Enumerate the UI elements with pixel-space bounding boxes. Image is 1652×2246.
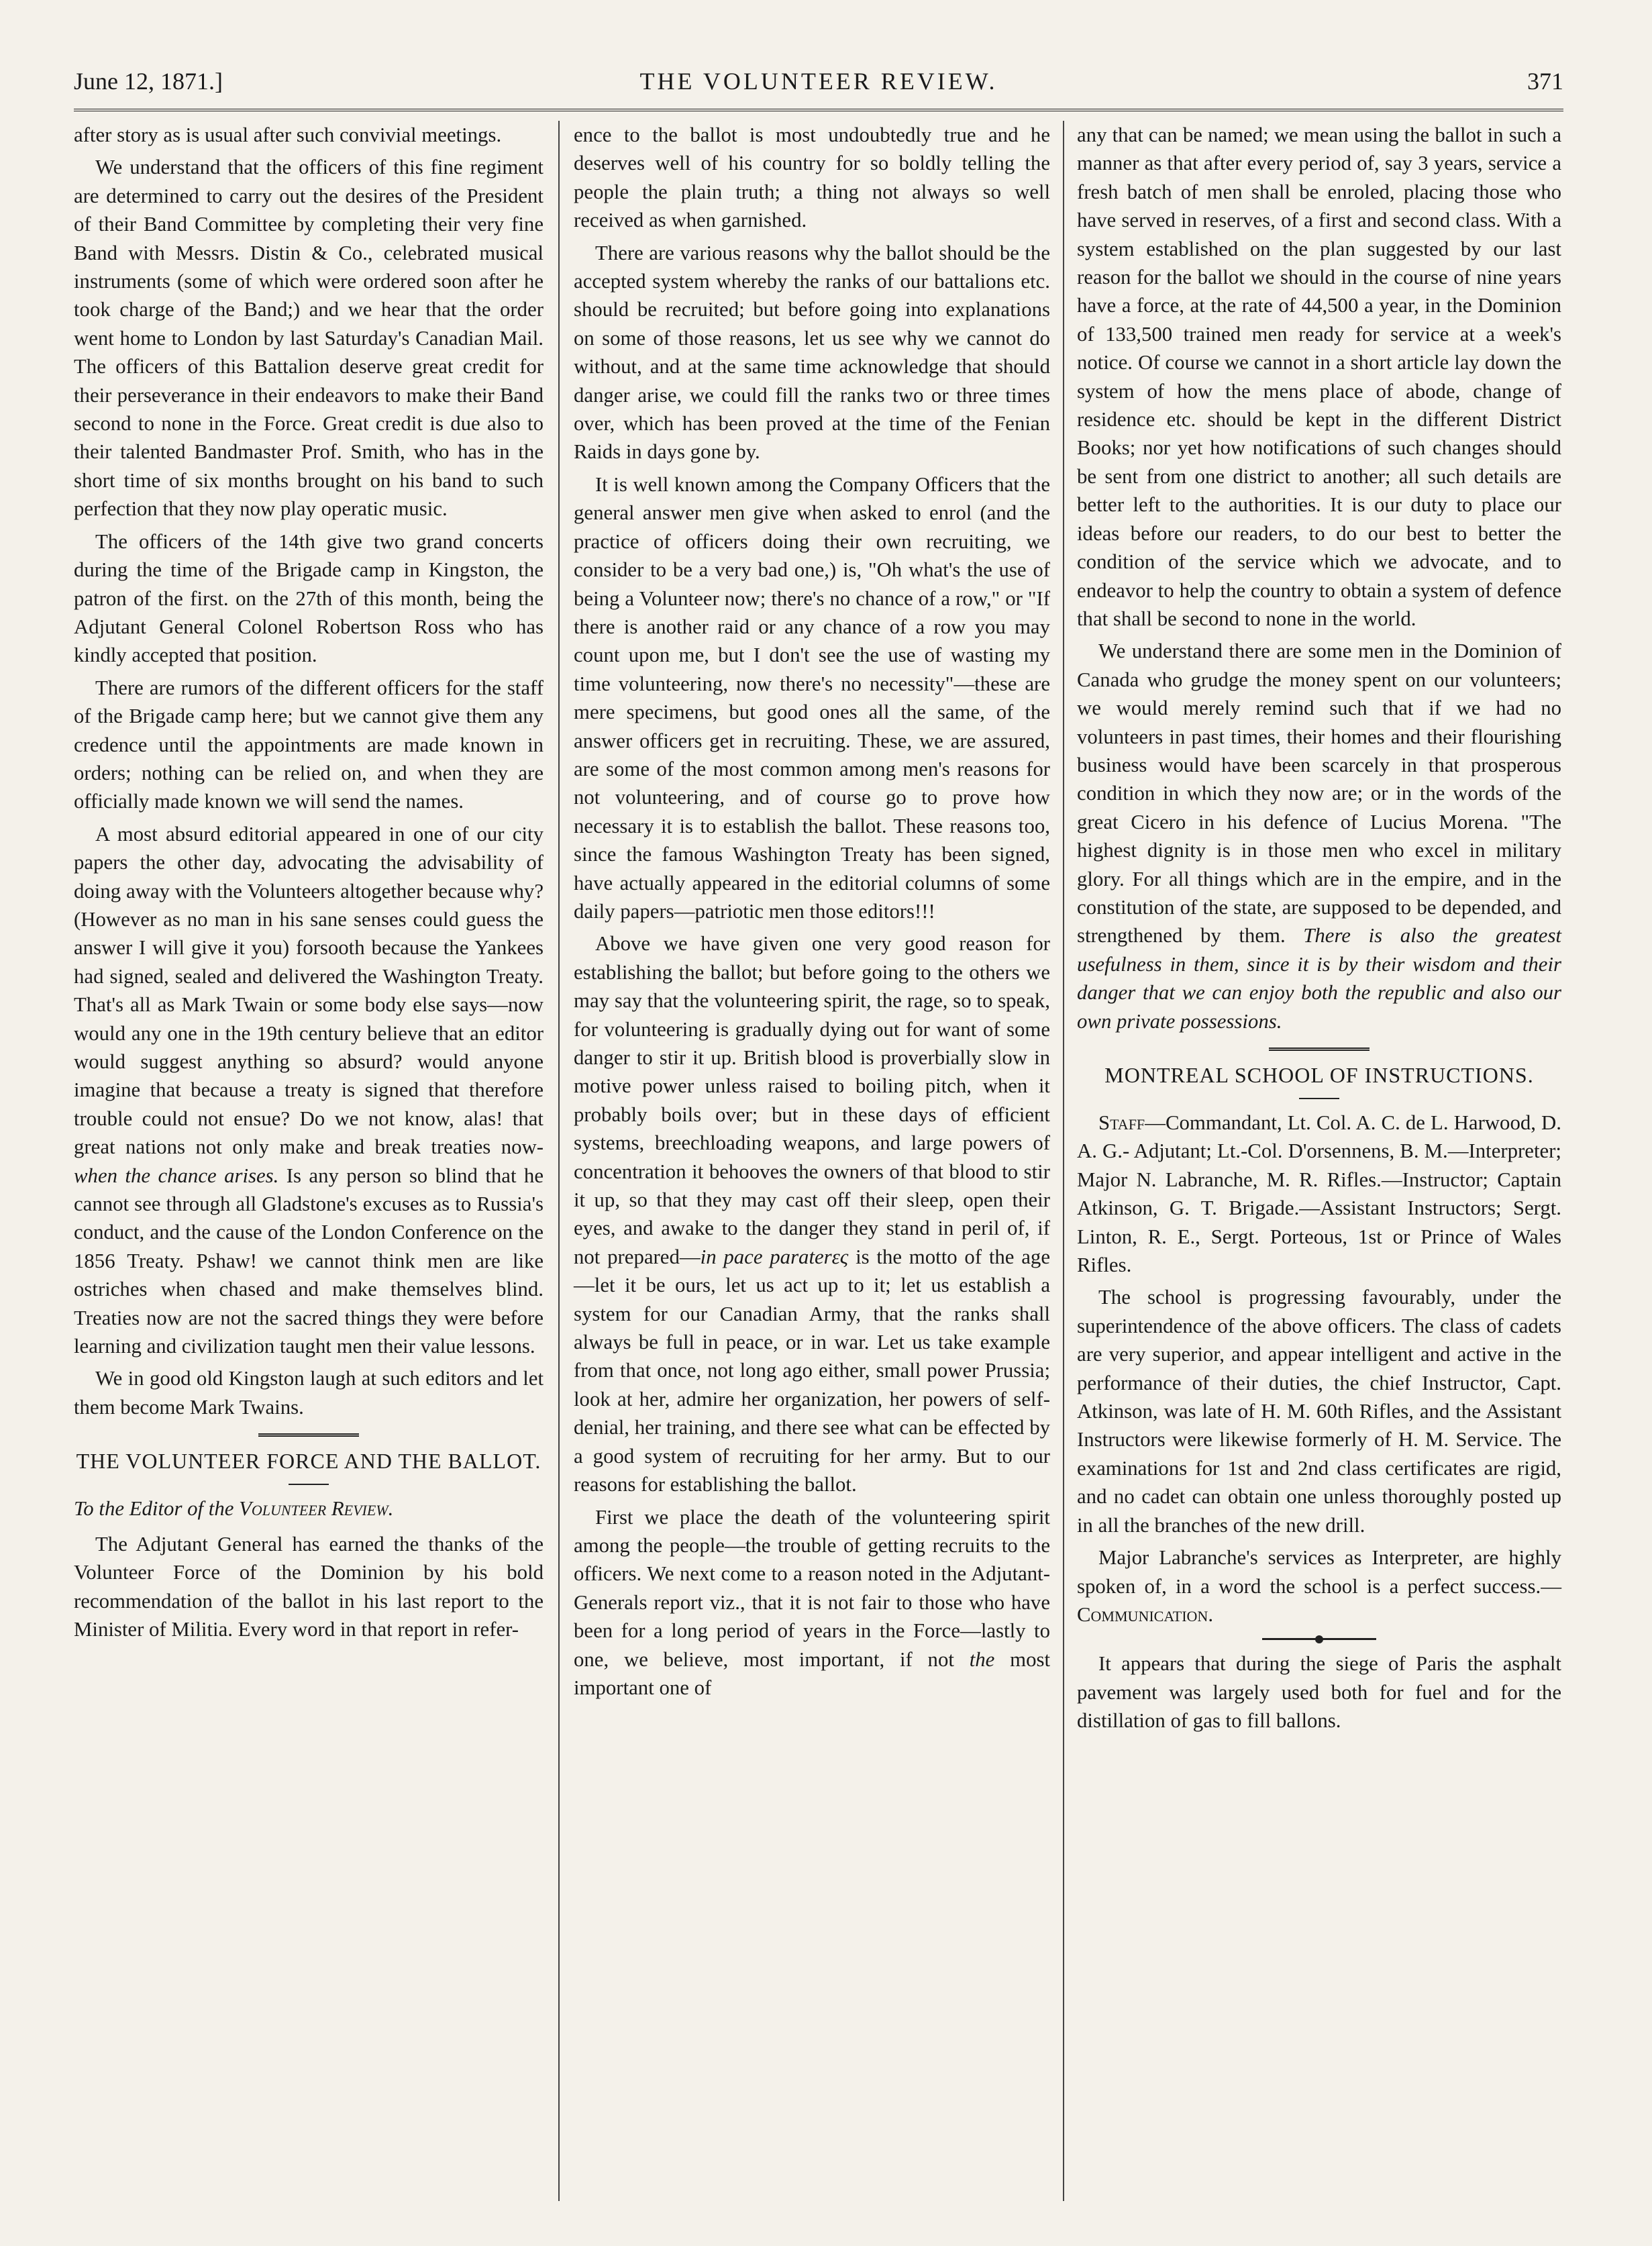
paragraph <box>1077 1543 1561 1629</box>
article-title: THE VOLUNTEER FORCE AND THE BALLOT. <box>76 1449 541 1474</box>
masthead <box>74 62 1563 109</box>
paragraph <box>574 1503 1050 1702</box>
paragraph: The school is progressing favourably, under the superintendence of the above officers. The class of cadets are very superior, and appear intelligent and active in the performance of their duties, the chief Instructor, Capt. Atkinson, was late of H. M. 60th Rifles, and the Assistant Instructors were likewise formerly of H. M. Service. The examinations for 1st and 2nd class certificates are rigid, and no cadet can obtain one unless thoroughly posted up in all the branches of the new drill. <box>1077 1286 1561 1537</box>
column-2 <box>574 121 1050 2201</box>
salutation <box>74 1494 544 1523</box>
text-run: Staff <box>1098 1111 1145 1134</box>
section-heading: MONTREAL SCHOOL OF INSTRUCTIONS. <box>1104 1063 1534 1087</box>
column-3 <box>1077 121 1561 2201</box>
paragraph: The officers of the 14th give two grand concerts during the time of the Brigade camp in Kingston, the patron of the first. on the 27th of this month, being the Adjutant General Colonel Robertson Ross who has kindly accepted that position. <box>74 529 544 667</box>
paragraph: There are rumors of the different officers for the staff of the Brigade camp here; but we cannot give them any credence until the appointments are made known in orders; nothing can be relied on, and when they are officially made known we will send the names. <box>74 676 544 813</box>
column-1 <box>74 121 544 2201</box>
column-divider-2 <box>1063 121 1064 2201</box>
italic-run: the <box>969 1647 995 1671</box>
paragraph: ence to the ballot is most undoubtedly true and he deserves well of his country for so boldly telling the people the plain truth; a thing not always so well received as when garnished. <box>574 123 1050 232</box>
text-run: A most absurd editorial appeared in one of our city papers the other day, advocating the advisability of doing away with the Volunteers altogether because why? (However as no man in his sane senses could guess the answer I will give it you) forsooth because the Yankees had signed, sealed and delivered the Washington Treaty. That's all as Mark Twain or some body else says—now would any one in the 19th century believe that an editor would suggest anything so absurd? would anyone imagine that because a treaty is signed that therefore trouble could not ensue? Do we not know, alas! that great nations not only make and break treaties now- <box>74 822 544 1159</box>
text-run: First we place the death of the volunteering spirit among the people—the trouble of getting recruits to the officers. We next come to a reason noted in the Adjutant-Generals report viz., that it is not fair to those who have been for a long period of years in the Force—lastly to one, we believe, most important, if not <box>574 1505 1050 1671</box>
italic-run: when the chance arises. <box>74 1164 279 1187</box>
text-run: Major Labranche's services as Interpreter, are highly spoken of, in a word the school is a perfect success.— <box>1077 1546 1561 1598</box>
text-run: —Commandant, Lt. Col. A. C. de L. Harwood, D. A. G.- Adjutant; Lt.-Col. D'orsennens, B. M.—Interpreter; Major N. Labranche, M. R. Rifles.—Instructor; Captain Atkinson, G. T. Brigade.—Assistant Instructors; Sergt. Linton, R. E., Sergt. Porteous, 1st or Prince of Wales Rifles. <box>1077 1111 1561 1277</box>
italic-run: in pace paraterες <box>700 1245 849 1268</box>
paragraph <box>74 820 544 1361</box>
publication-title: THE VOLUNTEER REVIEW. <box>639 68 998 95</box>
paragraph: The Adjutant General has earned the thanks of the Volunteer Force of the Dominion by his bold recommendation of the ballot in his last report to the Minister of Militia. Every word in that report in refer- <box>74 1532 544 1641</box>
page-number: 371 <box>1527 68 1563 95</box>
paragraph <box>1077 637 1561 1035</box>
section-divider <box>1269 1048 1370 1051</box>
paragraph: We understand that the officers of this fine regiment are determined to carry out the desires of the President of their Band Committee by completing their very fine Band with Messrs. Distin & Co., celebrated musical instruments (some of which were ordered soon after he took charge of the Band;) and we hear that the order went home to London by last Saturday's Canadian Mail. The officers of this Battalion deserve great credit for their perseverance in their endeavors to make their Band second to none in the Force. Great credit is due also to their talented Bandmaster Prof. Smith, who has in the short time of six months brought on his band to such perfection that they now play operatic music. <box>74 156 544 521</box>
paragraph: There are various reasons why the ballot should be the accepted system whereby the ranks of our battalions etc. should be recruited; but before going into explanations on some of those reasons, let us see why we cannot do without, and at the same time acknowledge that should danger arise, we could fill the ranks two or three times over, which has been proved at the time of the Fenian Raids in days gone by. <box>574 241 1050 464</box>
paragraph <box>574 929 1050 1498</box>
paragraph: It appears that during the siege of Paris the asphalt pavement was largely used both for fuel and for the distillation of gas to fill ballons. <box>1077 1652 1561 1733</box>
paragraph: We in good old Kingston laugh at such editors and let them become Mark Twains. <box>74 1367 544 1419</box>
title-rule <box>289 1484 329 1485</box>
paragraph: after story as is usual after such convivial meetings. <box>74 123 502 146</box>
text-run: We understand there are some men in the Dominion of Canada who grudge the money spent on our volunteers; we would merely remind such that if we had no volunteers in past times, their homes and their flourishing business would have been scarcely in that prosperous condition in which they now are; or in the words of the great Cicero in his defence of Lucius Morena. "The highest dignity is in those men who excel in military glory. For all things which are in the empire, and in the constitution of the state, are supposed to be depended, and strengthened by them. <box>1077 640 1561 948</box>
section-divider <box>258 1433 359 1437</box>
text-run: is the motto of the age—let it be ours, let us act up to it; let us establish a system for our Canadian Army, that the ranks shall always be full in peace, or in war. Let us take example from that once, not long ago either, small power Prussia; look at her, admire her organization, her powers of self-denial, her training, and there see what can be effected by a good system of recruiting for her army. But to our reasons for establishing the ballot. <box>574 1245 1050 1496</box>
paragraph: any that can be named; we mean using the ballot in such a manner as that after every period of, say 3 years, service a fresh batch of men shall be enroled, placing those who have served in reserves, of a first and second class. With a system established on the plan suggested by our last reason for the ballot we should in the course of nine years have a force, at the rate of 44,500 a year, in the Dominion of 133,500 trained men ready for service at a week's notice. Of course we cannot in a short article lay down the system of how the mens place of abode, change of residence etc. should be kept in the different District Books; nor yet how notifications of such changes should be sent from one district to another; all such details are better left to the authorities. It is our duty to place our ideas before our readers, to do our best to better the condition of the service which we advocate, and to endeavor to help the country to obtain a system of defence that shall be second to none in the world. <box>1077 123 1561 630</box>
ornament-divider <box>1262 1638 1376 1640</box>
text-run: Is any person so blind that he cannot see through all Gladstone's excuses as to Russia's conduct, and the cause of the London Conference on the 1856 Treaty. Pshaw! we cannot think men are like ostriches when chased and make themselves blind. Treaties now are not the sacred things they were before learning and civilization taught men their value lessons. <box>74 1164 544 1358</box>
salutation-text: To the Editor of the <box>74 1497 240 1521</box>
issue-date: June 12, 1871.] <box>74 68 223 95</box>
paragraph <box>1077 1109 1561 1279</box>
text-run: most important one of <box>574 1647 1051 1699</box>
title-rule <box>1299 1098 1339 1099</box>
paragraph: It is well known among the Company Officers that the general answer men give when asked to enrol (and the practice of officers doing their own recruiting, we consider to be a very bad one,) is, "Oh what's the use of being a Volunteer now; there's no chance of a row," or "If there is another raid or any chance of a row you may count upon me, but I don't see the use of wasting my time volunteering, now there's no necessity"—these are mere specimens, but good ones all the same, of the answer officers get in recruiting. These, we are assured, are some of the most common among men's reasons for not volunteering, and of course go to prove how necessary it is to establish the ballot. These reasons too, since the famous Washington Treaty has been signed, have actually appeared in the editorial columns of some daily papers—patriotic men those editors!!! <box>574 472 1050 923</box>
header-rule <box>74 109 1563 111</box>
salutation-publication: Volunteer Review. <box>239 1497 394 1521</box>
text-run: Above we have given one very good reason for establishing the ballot; but before going to the others we may say that the volunteering spirit, the rage, so to speak, for volunteering is gradually dying out for want of some danger to stir it up. British blood is proverbially slow in motive power unless raised to boiling pitch, when it probably boils over; but in these days of efficient systems, breechloading weapons, and large powers of concentration it behooves the owners of that blood to stir it up, so that they may cast off their sleep, open their eyes, and awake to the danger they stand in peril of, if not prepared— <box>574 932 1050 1268</box>
signature: Communication. <box>1077 1602 1214 1626</box>
column-divider-1 <box>558 121 560 2201</box>
italic-run: There is also the greatest usefulness in them, since it is by their wisdom and their danger that we can enjoy both the republic and also our own private possessions. <box>1077 924 1561 1033</box>
